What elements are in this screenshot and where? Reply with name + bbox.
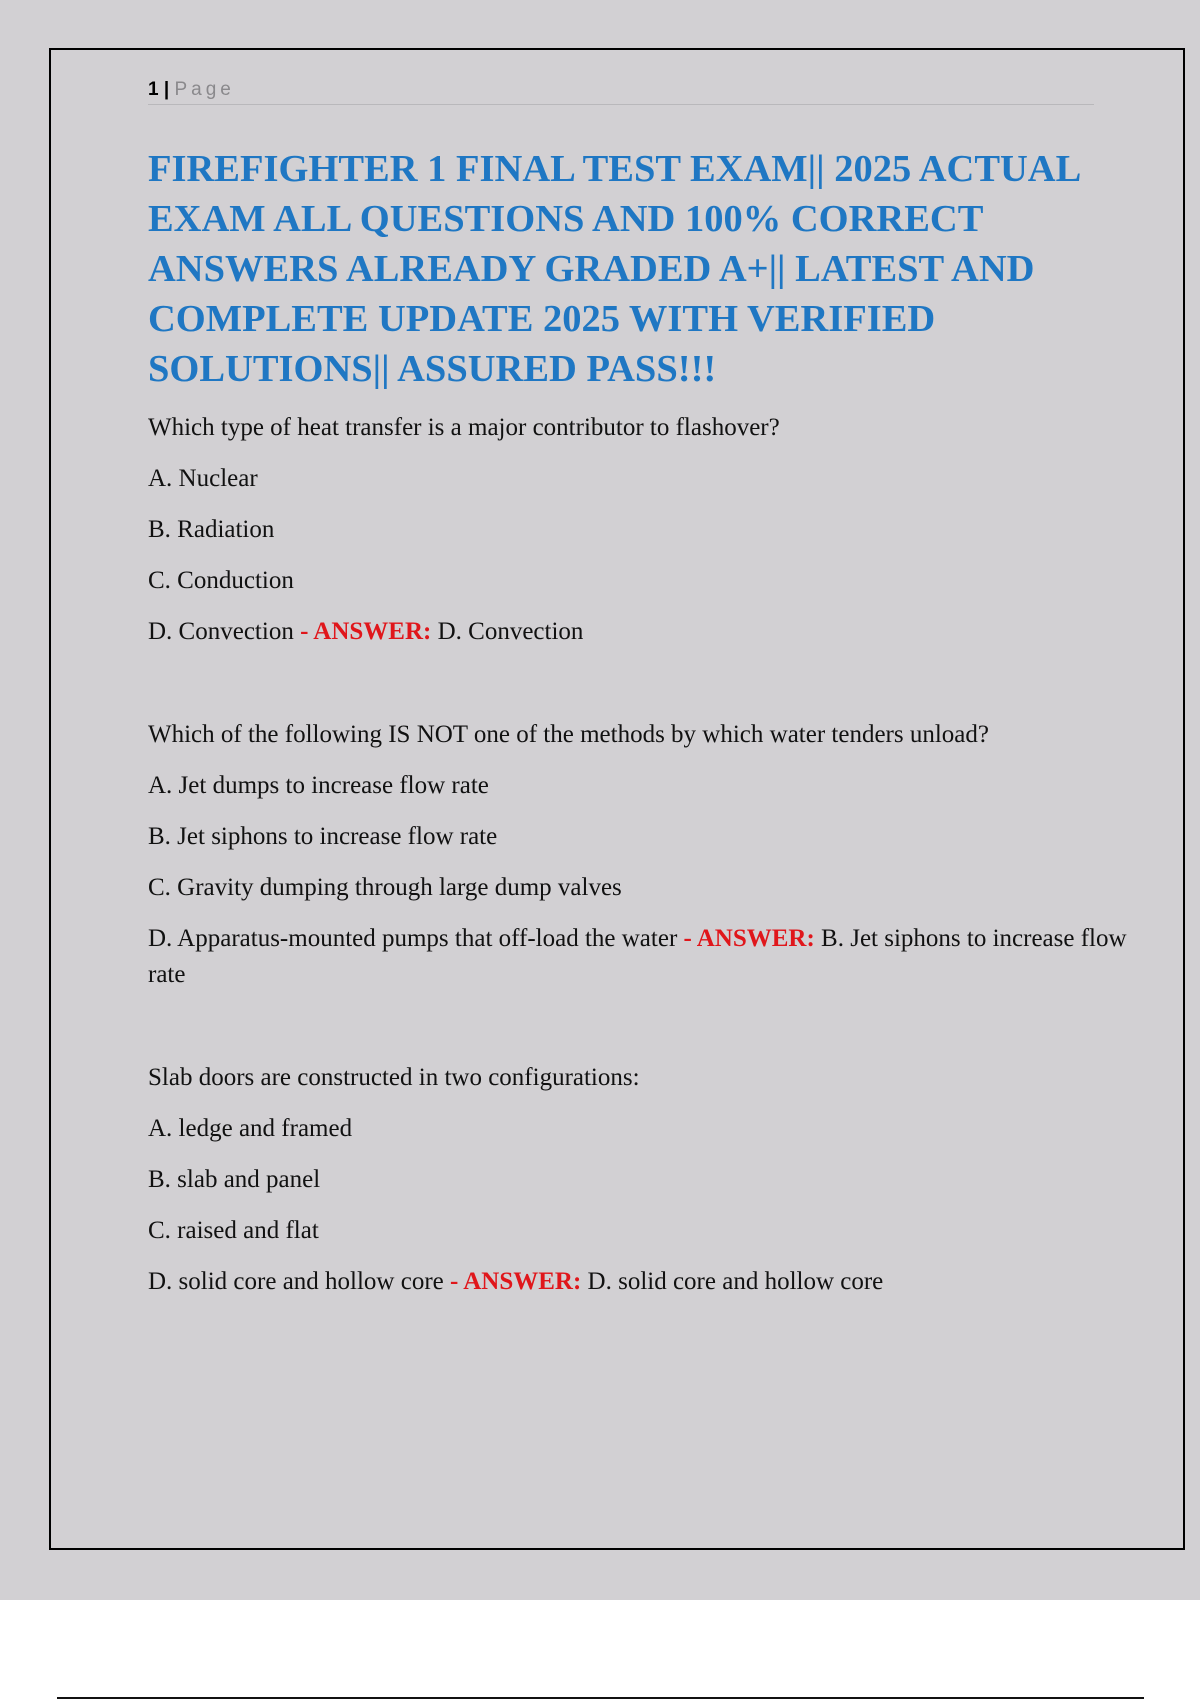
option-d-with-answer	[148, 614, 1128, 650]
page-header	[148, 76, 1094, 105]
answer-text: D. Convection	[437, 618, 584, 645]
option-c: C. raised and flat	[148, 1217, 319, 1244]
option-c: C. Gravity dumping through large dump valves	[148, 874, 622, 901]
answer-label: - ANSWER:	[683, 925, 815, 952]
option-b: B. Radiation	[148, 516, 275, 543]
question-text: Which type of heat transfer is a major contributor to flashover?	[148, 414, 780, 441]
answer-label: - ANSWER:	[300, 618, 432, 645]
option-d-with-answer	[148, 1264, 1128, 1300]
answer-text: B. Jet siphons to increase flow rate	[148, 925, 1127, 988]
document-title: FIREFIGHTER 1 FINAL TEST EXAM|| 2025 ACTUAL EXAM ALL QUESTIONS AND 100% CORRECT ANSWERS ALREADY GRADED A+|| LATEST AND COMPLETE UPDATE 2025 WITH VERIFIED SOLUTIONS|| ASSURED PASS!!!	[148, 148, 1080, 390]
page-word: Page	[174, 79, 235, 100]
question-block	[148, 410, 1128, 650]
document-page	[49, 48, 1185, 1550]
option-a: A. Jet dumps to increase flow rate	[148, 772, 489, 799]
option-a: A. Nuclear	[148, 465, 258, 492]
option-b: B. Jet siphons to increase flow rate	[148, 823, 498, 850]
question-text: Which of the following IS NOT one of the methods by which water tenders unload?	[148, 721, 990, 748]
page-separator: |	[163, 79, 170, 100]
question-block	[148, 717, 1128, 993]
option-d: D. Apparatus-mounted pumps that off-load the water	[148, 925, 678, 952]
answer-label: - ANSWER:	[450, 1268, 582, 1295]
option-c: C. Conduction	[148, 567, 294, 594]
option-a: A. ledge and framed	[148, 1115, 353, 1142]
question-text: Slab doors are constructed in two configurations:	[148, 1064, 640, 1091]
option-d: D. solid core and hollow core	[148, 1268, 444, 1295]
option-d-with-answer	[148, 921, 1128, 993]
option-d: D. Convection	[148, 618, 294, 645]
footer-divider	[57, 1697, 1144, 1699]
question-block	[148, 1060, 1128, 1300]
answer-text: D. solid core and hollow core	[587, 1268, 884, 1295]
question-list	[148, 410, 1128, 1300]
option-b: B. slab and panel	[148, 1166, 321, 1193]
page-number: 1	[148, 79, 159, 100]
